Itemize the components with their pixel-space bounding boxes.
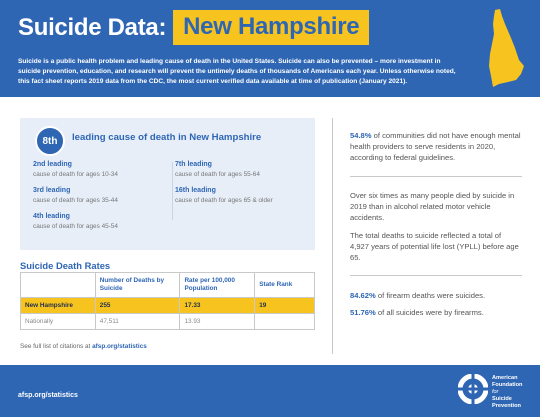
fact-value: 54.8% — [350, 131, 372, 140]
new-hampshire-map-icon — [481, 8, 525, 88]
table-cell: 255 — [95, 298, 180, 314]
header-banner — [0, 0, 540, 97]
footer-banner — [0, 365, 540, 417]
leading-label: 3rd leading — [33, 187, 71, 194]
table-header-cell — [21, 273, 96, 298]
divider — [350, 275, 522, 276]
rates-title: Suicide Death Rates — [20, 260, 111, 271]
leading-item — [33, 186, 173, 205]
fact-value: 84.62% — [350, 291, 376, 300]
leading-desc: cause of death for ages 10-34 — [33, 171, 118, 178]
table-header-cell: State Rank — [255, 273, 315, 298]
fact-providers — [350, 130, 522, 163]
leading-cause-panel — [20, 118, 315, 250]
leading-label: 2nd leading — [33, 161, 72, 168]
logo-line: Foundation — [492, 382, 523, 388]
title-main: Suicide Data: — [18, 13, 167, 41]
divider — [350, 176, 522, 177]
table-cell: 47,511 — [95, 314, 180, 330]
leading-item — [175, 186, 315, 205]
fact-text: of firearm deaths were suicides. — [375, 291, 486, 300]
logo-line: Suicide — [492, 396, 512, 402]
table-header-cell: Number of Deaths by Suicide — [95, 273, 180, 298]
intro-text: Suicide is a public health problem and leading cause of death in the United States. Suicide can also be prevented – more investment in suicide prevention, education, and research will prevent the untimely deaths of thousands of Americans each year. Unless otherwise noted, this fact sheet reports 2019 data from the CDC, the most current verified data available at time of publication (January 2021). — [18, 58, 456, 85]
lifebuoy-logo-icon — [458, 374, 488, 404]
leading-item — [33, 212, 173, 231]
leading-label: 16th leading — [175, 187, 216, 194]
leading-desc: cause of death for ages 45-54 — [33, 223, 118, 230]
fact-firearm-suicides — [350, 307, 522, 318]
fact-alcohol-comparison: Over six times as many people died by suicide in 2019 than in alcohol related motor vehicle accidents. — [350, 191, 515, 222]
table-row-national — [21, 314, 315, 330]
title-state: New Hampshire — [173, 10, 369, 45]
logo-line: Prevention — [492, 403, 521, 409]
table-cell: Nationally — [21, 314, 96, 330]
footer-link[interactable]: afsp.org/statistics — [18, 392, 78, 399]
table-cell: New Hampshire — [21, 298, 96, 314]
leading-label: 7th leading — [175, 161, 212, 168]
logo-text — [492, 375, 538, 410]
leading-desc: cause of death for ages 55-64 — [175, 171, 260, 178]
rank-title: leading cause of death in New Hampshire — [72, 132, 262, 143]
leading-item — [175, 160, 315, 179]
page-title — [18, 10, 369, 45]
table-cell: 13.93 — [180, 314, 255, 330]
leading-item — [33, 160, 173, 179]
fact-value: 51.76% — [350, 308, 376, 317]
citation-note — [20, 343, 147, 350]
table-cell: 19 — [255, 298, 315, 314]
leading-desc: cause of death for ages 65 & older — [175, 197, 273, 204]
column-divider — [172, 162, 173, 220]
rank-badge: 8th — [35, 126, 65, 156]
table-cell — [255, 314, 315, 330]
leading-desc: cause of death for ages 35-44 — [33, 197, 118, 204]
fact-text: of all suicides were by firearms. — [375, 308, 484, 317]
table-row-state — [21, 298, 315, 314]
logo-line: for — [492, 389, 499, 395]
table-header-cell: Rate per 100,000 Population — [180, 273, 255, 298]
table-cell: 17.33 — [180, 298, 255, 314]
table-header-row — [21, 273, 315, 298]
rates-table — [20, 272, 315, 330]
citation-link[interactable]: afsp.org/statistics — [92, 343, 147, 350]
fact-firearm-deaths — [350, 290, 522, 301]
fact-text: of communities did not have enough mental health providers to serve residents in 2020, according to federal guidelines. — [350, 131, 521, 162]
leading-label: 4th leading — [33, 213, 70, 220]
citation-prefix: See full list of citations at — [20, 343, 93, 350]
fact-ypll: The total deaths to suicide reflected a total of 4,927 years of potential life lost (YPLL) before age 65. — [350, 231, 519, 262]
section-divider — [332, 118, 333, 354]
logo-line: American — [492, 375, 518, 381]
